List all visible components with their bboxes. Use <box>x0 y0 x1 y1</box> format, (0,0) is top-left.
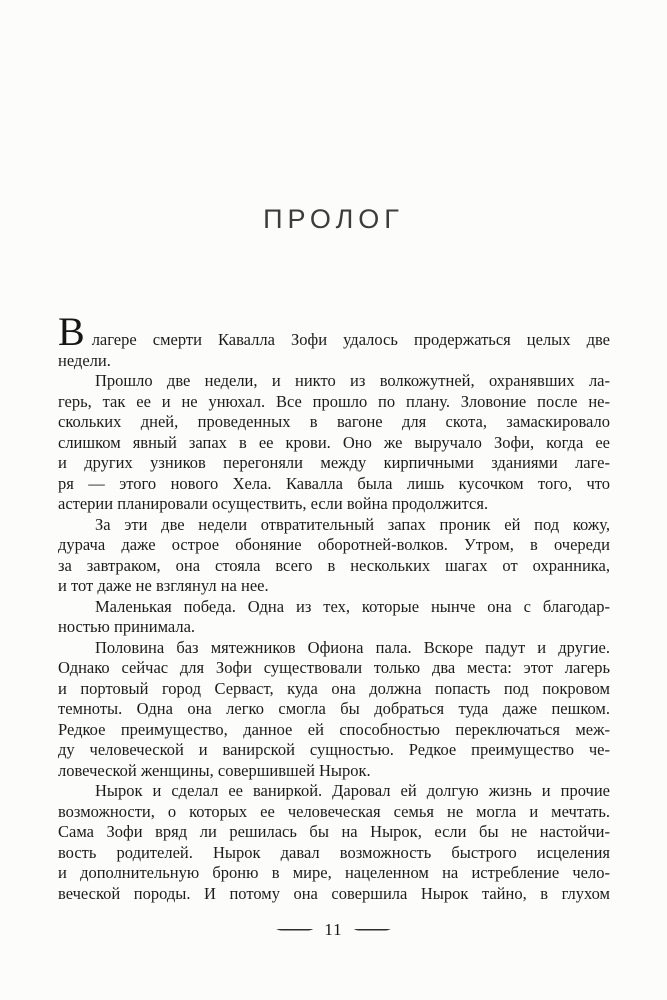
footer-left-dash-ornament <box>276 929 313 931</box>
page-footer <box>0 921 667 938</box>
text-line: и других узников перегоняли между кирпичными зданиями лаге- <box>58 453 610 472</box>
initial-cap: В <box>58 309 85 354</box>
page-number: 11 <box>324 920 343 939</box>
text-line: герь, так ее и не унюхал. Все прошло по плану. Зловоние после не- <box>58 391 610 411</box>
text-line: и дополнительную броню в мире, нацеленном на истребление чело- <box>58 863 610 882</box>
text-line: дурача даже острое обоняние оборотней-волков. Утром, в очереди <box>58 535 610 554</box>
text-line: скольких дней, проведенных в вагоне для скота, замаскировало <box>58 412 610 431</box>
paragraph <box>58 309 610 371</box>
text-line: Половина баз мятежников Офиона пала. Вскоре падут и другие. <box>95 637 610 657</box>
text-line-content: лагере смерти Кавалла Зофи удалось продержаться целых две <box>91 330 610 349</box>
paragraph <box>58 597 610 638</box>
text-line: ря — этого нового Хела. Кавалла была лишь кусочком того, что <box>58 473 610 493</box>
text-line: ду человеческой и ванирской сущностью. Редкое преимущество че- <box>58 740 610 759</box>
text-line: Однако сейчас для Зофи существовали только два места: этот лагерь <box>58 658 610 677</box>
text-line: за завтраком, она стояла всего в нескольких шагах от охранника, <box>58 555 610 575</box>
text-line: и тот даже не взглянул на нее. <box>58 576 269 595</box>
text-line: ловеческой женщины, совершившей Нырок. <box>58 760 371 780</box>
text-line: ностью принимала. <box>58 617 196 636</box>
text-line: темноты. Одна она легко смогла бы добраться туда даже пешком. <box>58 699 610 718</box>
text-line: За эти две недели отвратительный запах проник ей под кожу, <box>95 514 610 534</box>
paragraph <box>58 371 610 515</box>
text-line: возможности, о которых ее человеческая семья не могла и мечтать. <box>58 801 610 821</box>
chapter-heading: ПРОЛОГ <box>263 204 404 234</box>
footer-right-dash-ornament <box>354 929 391 931</box>
text-line: Прошло две недели, и никто из волкожутней, охранявших ла- <box>95 371 610 390</box>
text-line <box>58 309 610 354</box>
text-line: Сама Зофи вряд ли решилась бы на Нырок, если бы не настойчи- <box>58 822 610 841</box>
text-line: недели. <box>58 350 111 370</box>
body-text <box>58 309 610 904</box>
text-line: Редкое преимущество, данное ей способностью переключаться меж- <box>58 719 610 739</box>
text-line: слишком явный запах в ее крови. Оно же выручало Зофи, когда ее <box>58 432 610 452</box>
text-line: астерии планировали осуществить, если война продолжится. <box>58 494 489 513</box>
paragraph <box>58 515 610 597</box>
text-line: и портовый город Серваст, куда она должна попасть под покровом <box>58 678 610 698</box>
text-line: Маленькая победа. Одна из тех, которые нынче она с благодар- <box>95 596 610 616</box>
text-line: веческой породы. И потому она совершила Нырок тайно, в глухом <box>58 883 610 903</box>
paragraph <box>58 781 610 904</box>
paragraph <box>58 638 610 782</box>
text-line: Нырок и сделал ее ваниркой. Даровал ей долгую жизнь и прочие <box>95 781 610 800</box>
text-line: вость родителей. Нырок давал возможность быстрого исцеления <box>58 842 610 862</box>
